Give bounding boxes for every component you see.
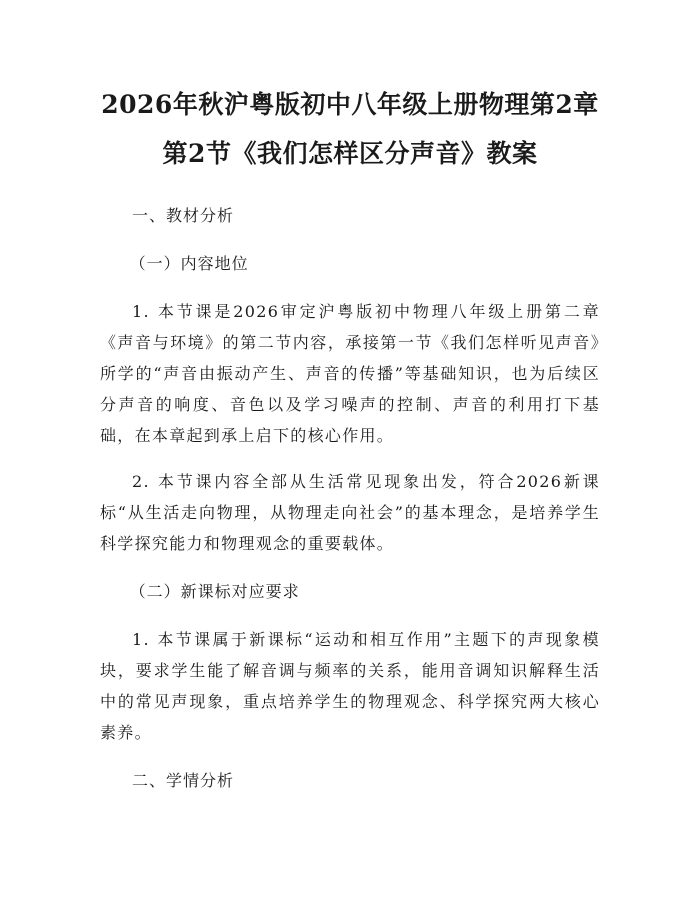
paragraph-1: 1. 本节课是2026审定沪粤版初中物理八年级上册第二章《声音与环境》的第二节内容，承接第一节《我们怎样听见声音》所学的“声音由振动产生、声音的传播”等基础知识，也为后续区分声音的响度、音色以及学习噪声的控制、声音的利用打下基础，在本章起到承上启下的核心作用。: [100, 302, 600, 445]
paragraph-3: 1. 本节课属于新课标“运动和相互作用”主题下的声现象模块，要求学生能了解音调与频率的关系，能用音调知识解释生活中的常见声现象，重点培养学生的物理观念、科学探究两大核心素养。: [100, 630, 600, 742]
subsection-heading-content-position: （一）内容地位: [129, 254, 249, 273]
section-heading-textbook-analysis: 一、教材分析: [132, 206, 235, 225]
paragraph-2: 2. 本节课内容全部从生活常见现象出发，符合2026新课标“从生活走向物理，从物理走向社会”的基本理念，是培养学生科学探究能力和物理观念的重要载体。: [100, 472, 600, 553]
document-title-line-1: 2026年秋沪粤版初中八年级上册物理第2章: [101, 90, 599, 119]
section-heading-student-analysis: 二、学情分析: [132, 771, 235, 790]
subsection-heading-curriculum-requirements: （二）新课标对应要求: [129, 582, 300, 601]
document-title-line-2: 第2节《我们怎样区分声音》教案: [162, 139, 538, 168]
